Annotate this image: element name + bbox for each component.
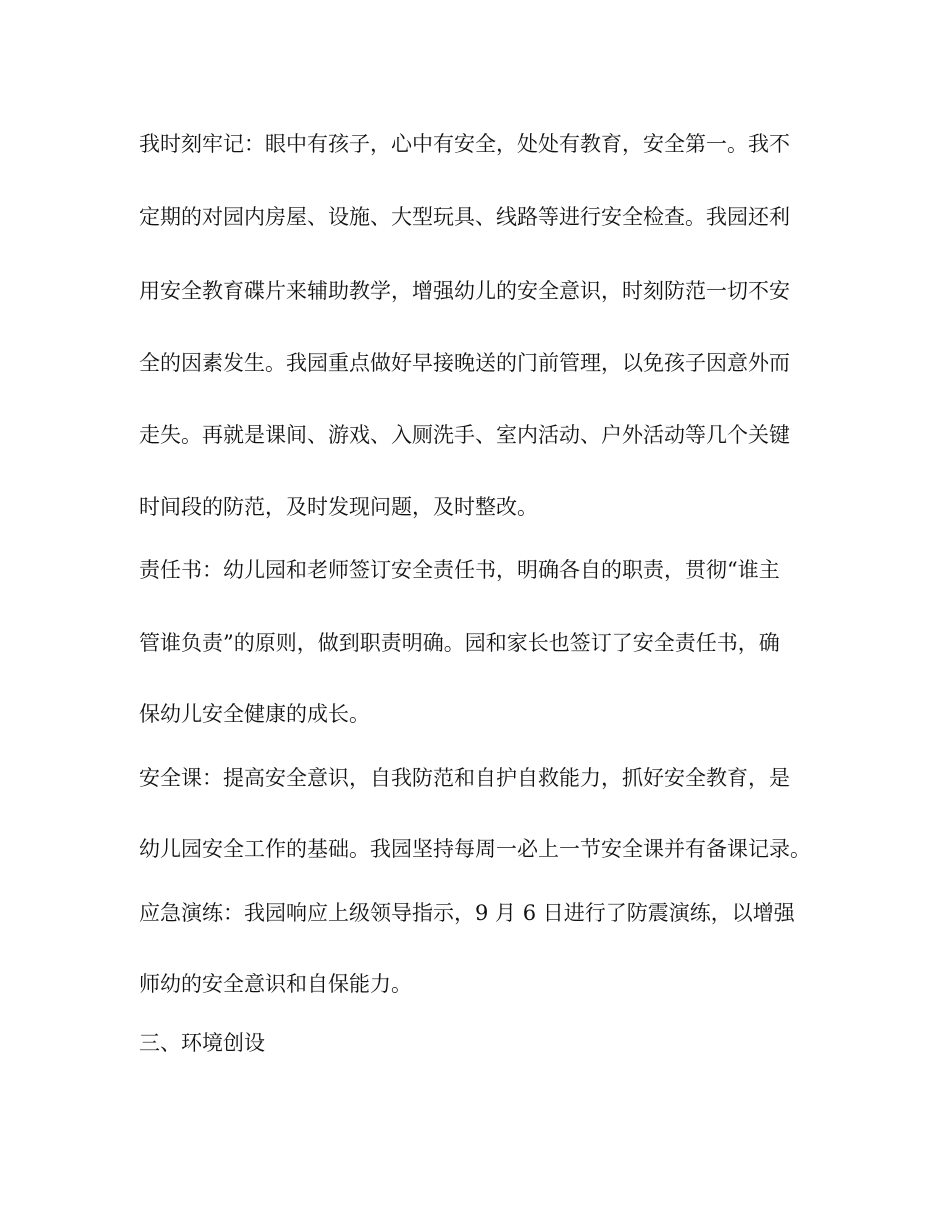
section-heading: 三、环境创设 [139,1031,265,1055]
paragraph-line: 时间段的防范，及时发现问题，及时整改。 [139,495,538,519]
paragraph-line: 师幼的安全意识和自保能力。 [139,972,412,996]
paragraph-line: 责任书：幼儿园和老师签订安全责任书，明确各自的职责，贯彻“谁主 [139,558,780,582]
paragraph-line: 保幼儿安全健康的成长。 [139,702,370,726]
paragraph-line: 管谁负责”的原则，做到职责明确。园和家长也签订了安全责任书，确 [139,631,780,655]
paragraph-line: 应急演练：我园响应上级领导指示，9 月 6 日进行了防震演练，以增强 [139,901,795,925]
paragraph-line: 我时刻牢记：眼中有孩子，心中有安全，处处有教育，安全第一。我不 [139,132,790,156]
paragraph-line: 幼儿园安全工作的基础。我园坚持每周一必上一节安全课并有备课记录。 [139,837,811,861]
paragraph-line: 安全课：提高安全意识，自我防范和自护自救能力，抓好安全教育，是 [139,766,790,790]
paragraph-line: 走失。再就是课间、游戏、入厕洗手、室内活动、户外活动等几个关键 [139,423,790,447]
paragraph-line: 定期的对园内房屋、设施、大型玩具、线路等进行安全检查。我园还利 [139,205,790,229]
paragraph-line: 用安全教育碟片来辅助教学，增强幼儿的安全意识，时刻防范一切不安 [139,279,790,303]
paragraph-line: 全的因素发生。我园重点做好早接晚送的门前管理，以免孩子因意外而 [139,351,790,375]
